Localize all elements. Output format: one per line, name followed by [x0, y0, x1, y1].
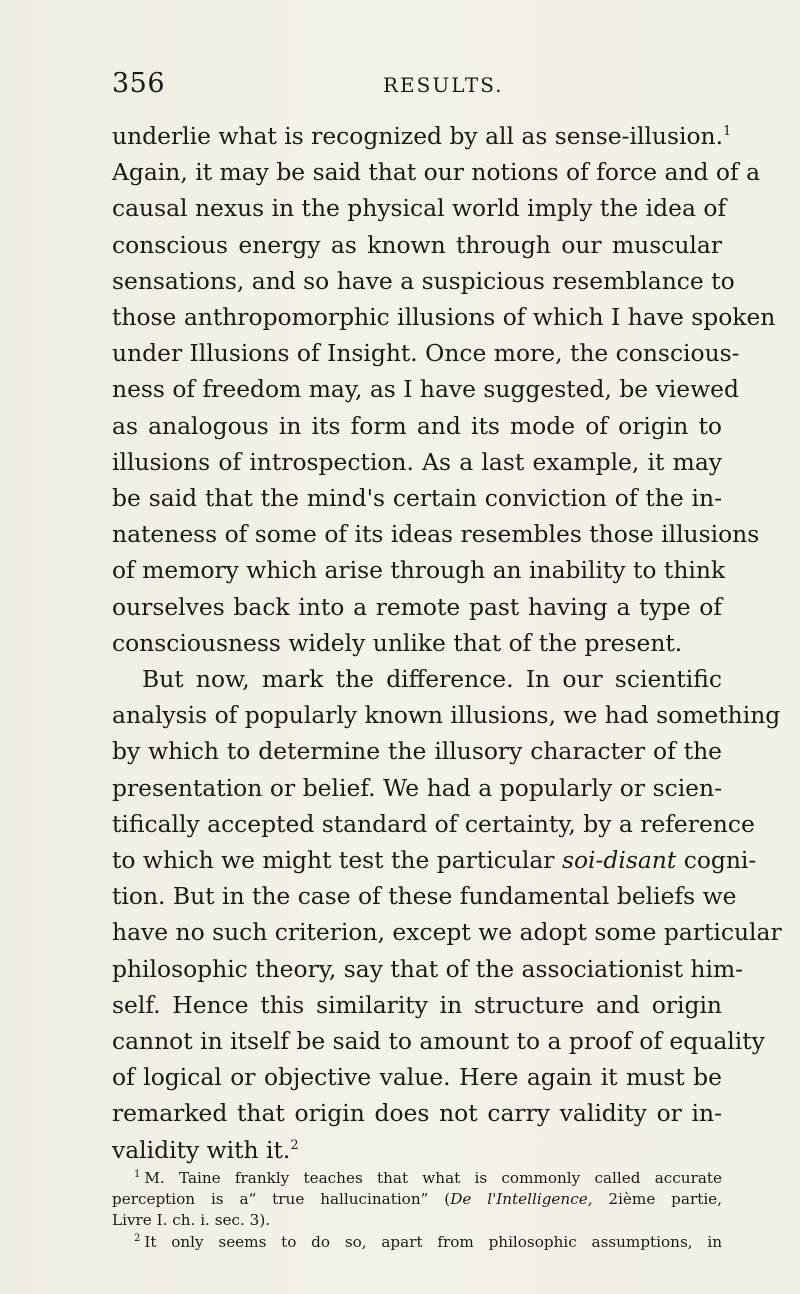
text-line: causal nexus in the physical world imply the idea of — [112, 194, 727, 223]
text-line: cannot in itself be said to amount to a proof of equality — [112, 1027, 765, 1056]
page-number: 356 — [112, 68, 166, 99]
text-line: as analogous in its form and its mode of origin to — [112, 411, 722, 440]
text-line: presentation or belief. We had a popularly or scien- — [112, 773, 722, 802]
text-line: tifically accepted standard of certainty, by a reference — [112, 809, 755, 838]
text-line: philosophic theory, say that of the associationist him- — [112, 954, 744, 983]
text-line: ourselves back into a remote past having a type of — [112, 592, 722, 621]
text-line: of memory which arise through an inability to think — [112, 556, 726, 585]
footnotes — [112, 1168, 722, 1253]
text-line: under Illusions of Insight. Once more, the conscious- — [112, 339, 740, 368]
body-text — [112, 118, 782, 1168]
italic-phrase: soi-disant — [561, 846, 677, 875]
footnote-ref: 1 — [723, 124, 732, 139]
text-line: validity with it.$^2$ — [112, 1135, 299, 1164]
paragraph-start: But now, mark the difference. In our scientific — [142, 665, 722, 694]
text-line: those anthropomorphic illusions of which I have spoken — [112, 303, 776, 332]
text-line: have no such criterion, except we adopt some particular — [112, 918, 782, 947]
text-line: by which to determine the illusory character of the — [112, 737, 722, 766]
text-line: remarked that origin does not carry validity or in- — [112, 1099, 722, 1128]
text-line: to which we might test the particular soi-disant cogni- — [112, 846, 757, 875]
text-line: consciousness widely unlike that of the present. — [112, 628, 683, 657]
text-line: nateness of some of its ideas resembles those illusions — [112, 520, 760, 549]
page-header — [112, 68, 712, 100]
footnote-marker: 2 — [134, 1232, 141, 1244]
footnote-ref: 2 — [290, 1137, 299, 1153]
text-line: Again, it may be said that our notions of force and of a — [112, 158, 761, 187]
footnote-1-line: Livre I. ch. i. sec. 3). — [112, 1211, 271, 1230]
text-line: analysis of popularly known illusions, we had something — [112, 701, 781, 730]
footnote-1: $^1$ M. Taine frankly teaches that what is commonly called accurate — [134, 1169, 722, 1187]
text-line: underlie what is recognized by all as sense-illusion.$^1$ — [112, 122, 732, 150]
text-line: of logical or objective value. Here again it must be — [112, 1063, 722, 1092]
text-line: sensations, and so have a suspicious resemblance to — [112, 266, 735, 295]
footnote-marker: 1 — [134, 1169, 141, 1180]
text-line: be said that the mind's certain conviction of the in- — [112, 484, 722, 513]
footnote-2: $^2$ It only seems to do so, apart from philosophic assumptions, in — [134, 1232, 722, 1251]
text-line: illusions of introspection. As a last example, it may — [112, 447, 722, 476]
footnote-1-line: perception is a“ true hallucination” (De l'Intelligence, 2ième partie, — [112, 1190, 722, 1209]
text-line: self. Hence this similarity in structure and origin — [112, 990, 722, 1019]
running-title: RESULTS. — [383, 73, 504, 97]
text-line: conscious energy as known through our muscular — [112, 230, 722, 259]
text-line: ness of freedom may, as I have suggested, be viewed — [112, 375, 739, 404]
text-line: tion. But in the case of these fundamental beliefs we — [112, 882, 737, 911]
